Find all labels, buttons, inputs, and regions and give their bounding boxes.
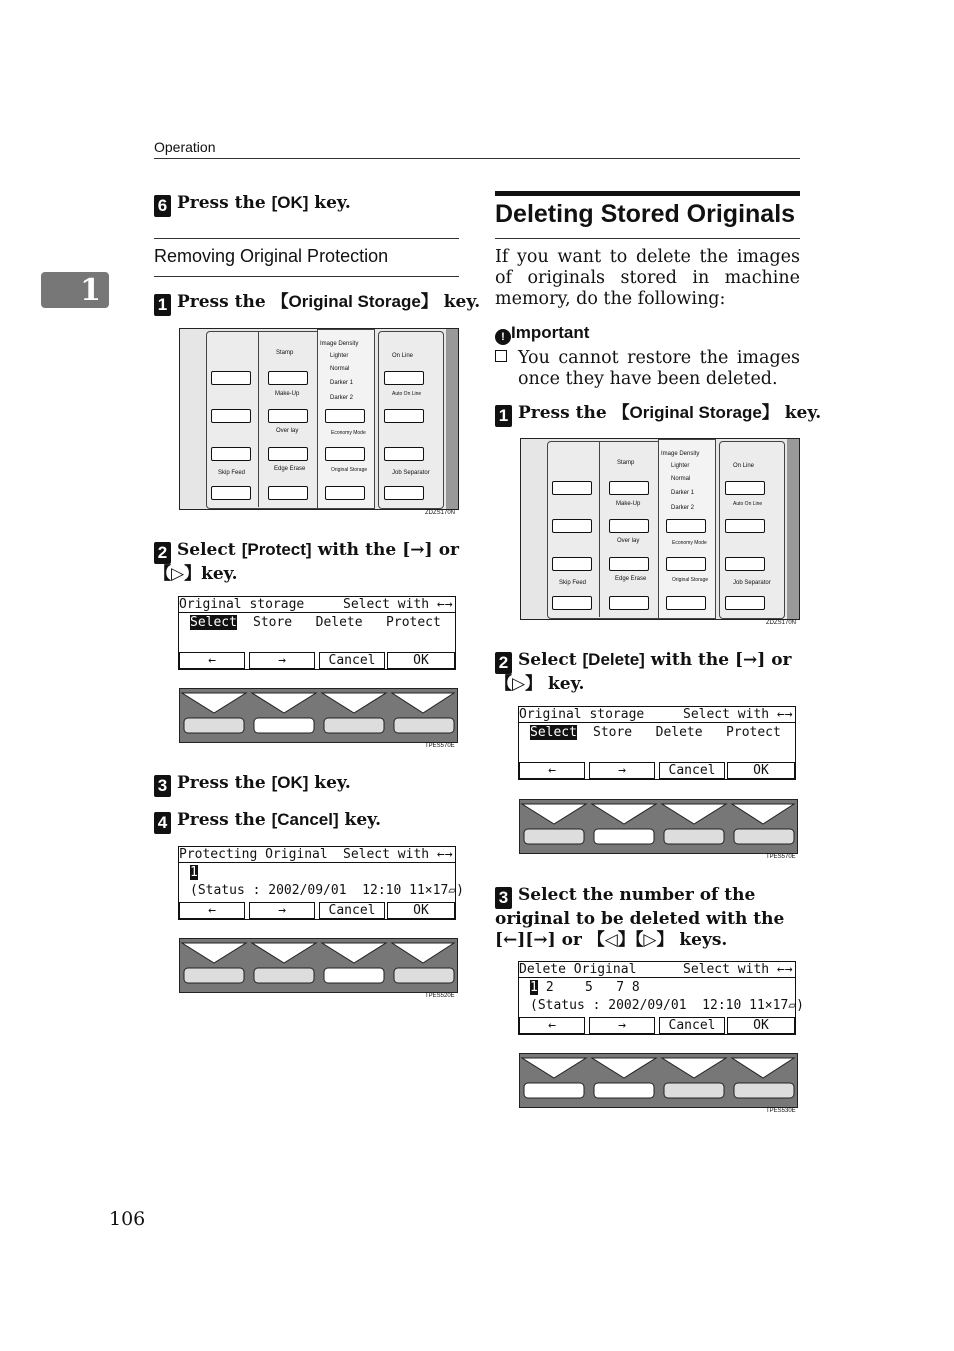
figure-code: TPES530E (766, 1108, 796, 1114)
chapter-tab: 1 (41, 272, 109, 308)
page-number: 106 (109, 1208, 146, 1230)
left-step-3: 3 Press the [OK] key. (154, 772, 351, 797)
right-step-1: 1 Press the 【Original Storage】 key. (495, 402, 821, 427)
operation-panel: Skip Feed Stamp Make-Up Over lay Edge Erase Image Density Lighter Normal Darker 1 Darker 2 Economy Mode Original Storage On Line Auto On Line Job Separator (179, 328, 459, 510)
figure-code: TPES520E (425, 993, 455, 999)
left-step-4: 4 Press the [Cancel] key. (154, 809, 381, 834)
figure-code: ZDZS170N (425, 510, 456, 516)
header-rule (154, 158, 800, 159)
intro-paragraph: If you want to delete the images of originals stored in machine memory, do the following: (495, 247, 800, 309)
lcd-original-storage: Original storage Select with ←→ Select Store Delete Protect ← → Cancel OK (178, 596, 456, 670)
important-heading: ! Important (495, 323, 589, 345)
figure-code: TPES570E (766, 854, 796, 860)
right-step-2: 2 Select [Delete] with the [→] or 【▷】 key. (495, 650, 792, 694)
lcd-protecting-original: Protecting Original Select with ←→ 1 (Status : 2002/09/01 12:10 11×17▱) ← → Cancel OK (179, 847, 464, 918)
figure-code: ZDZS170N (766, 620, 797, 626)
checkbox-icon (495, 350, 507, 362)
lcd-delete-original: Delete Original Select with ←→ 1 2 5 7 8 (Status : 2002/09/01 12:10 11×17▱) ← → Cancel OK (519, 962, 804, 1033)
left-step-1: 1 Press the 【Original Storage】 key. (154, 291, 480, 316)
subhead-rule-top (154, 238, 459, 239)
selection-keys (179, 938, 458, 993)
step-6: 6 Press the [OK] key. (154, 192, 351, 217)
section-rule (495, 238, 800, 239)
important-note-text: You cannot restore the images once they have been deleted. (518, 348, 800, 389)
right-step-3: 3 Select the number of the original to be deleted with the [←][→] or 【◁】【▷】 keys. (495, 885, 785, 950)
running-header: Operation (154, 139, 216, 155)
left-step-2: 2 Select [Protect] with the [→] or 【▷】key. (154, 540, 459, 584)
important-icon: ! (495, 329, 511, 345)
lcd-original-storage: Original storage Select with ←→ Select Store Delete Protect ← → Cancel OK (518, 706, 796, 780)
section-title: Deleting Stored Originals (495, 200, 796, 228)
selection-keys (519, 799, 798, 854)
selection-keys (519, 1053, 798, 1108)
selection-keys (179, 688, 458, 743)
operation-panel: Skip Feed Stamp Make-Up Over lay Edge Erase Image Density Lighter Normal Darker 1 Darker 2 Economy Mode Original Storage On Line Auto On Line Job Separator (520, 438, 800, 620)
subhead-rule-bottom (154, 276, 459, 277)
section-bar (495, 191, 800, 196)
subheading: Removing Original Protection (154, 246, 389, 266)
figure-code: TPES570E (425, 743, 455, 749)
